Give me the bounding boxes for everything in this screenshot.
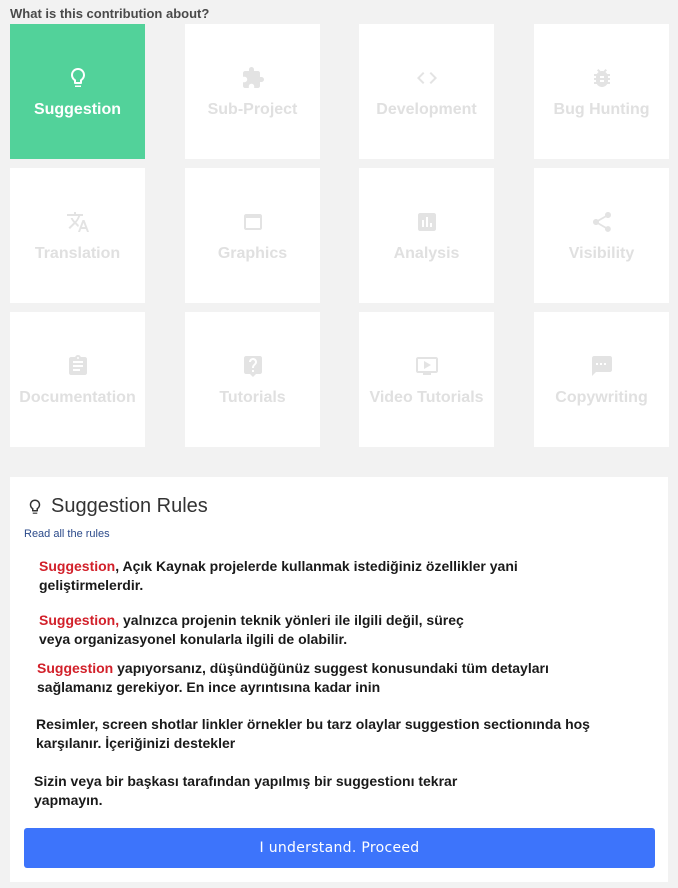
category-tile-video-tutorials[interactable] — [359, 312, 494, 447]
video-play-icon — [414, 353, 440, 379]
proceed-button[interactable]: I understand. Proceed — [24, 828, 655, 868]
rule-item: Resimler, screen shotlar linkler örnekler bu tarz olaylar suggestion sectionında hoş karşılanır. İçeriğinizi destekler — [36, 716, 590, 751]
category-tile-suggestion[interactable] — [10, 24, 145, 159]
chat-icon — [589, 353, 615, 379]
category-label: Analysis — [393, 244, 460, 262]
category-label: Translation — [34, 244, 121, 262]
category-label: Suggestion — [33, 100, 122, 118]
category-label: Video Tutorials — [369, 388, 484, 406]
category-label: Documentation — [19, 388, 136, 406]
bar-chart-icon — [414, 209, 440, 235]
category-label: Copywriting — [555, 388, 648, 406]
help-bubble-icon — [240, 353, 266, 379]
bug-icon — [589, 65, 615, 91]
code-icon — [414, 65, 440, 91]
category-label: Bug Hunting — [553, 100, 650, 118]
category-label: Sub-Project — [207, 100, 298, 118]
category-tile-analysis[interactable] — [359, 168, 494, 303]
category-label: Graphics — [217, 244, 288, 262]
category-tile-bug-hunting[interactable] — [534, 24, 669, 159]
category-label: Development — [376, 100, 477, 118]
rules-title — [26, 495, 208, 518]
puzzle-icon — [240, 65, 266, 91]
read-all-rules-link[interactable]: Read all the rules — [24, 528, 110, 540]
category-tile-sub-project[interactable] — [185, 24, 320, 159]
window-icon — [240, 209, 266, 235]
lightbulb-outline-icon — [26, 497, 44, 517]
translate-icon — [65, 209, 91, 235]
rule-item: Suggestion yapıyorsanız, düşündüğünüz suggest konusundaki tüm detayları sağlamanız gerekiyor. En ince ayrıntısına kadar inin — [37, 660, 549, 695]
rule-item: Suggestion, Açık Kaynak projelerde kullanmak istediğiniz özellikler yani geliştirmelerdir. — [39, 558, 518, 593]
clipboard-icon — [65, 353, 91, 379]
rule-item: Sizin veya bir başkası tarafından yapılmış bir suggestionı tekrar yapmayın. — [34, 773, 458, 808]
category-label: Visibility — [568, 244, 635, 262]
share-icon — [589, 209, 615, 235]
rule-item: Suggestion, yalnızca projenin teknik yönleri ile ilgili değil, süreç veya organizasyonel konularla ilgili de olabilir. — [39, 612, 464, 647]
category-tile-tutorials[interactable] — [185, 312, 320, 447]
category-tile-copywriting[interactable] — [534, 312, 669, 447]
rules-title-text: Suggestion Rules — [51, 495, 208, 517]
category-label: Tutorials — [219, 388, 286, 406]
lightbulb-icon — [65, 65, 91, 91]
category-tile-translation[interactable] — [10, 168, 145, 303]
question-heading: What is this contribution about? — [10, 6, 210, 21]
category-tile-visibility[interactable] — [534, 168, 669, 303]
rules-panel — [10, 477, 668, 882]
category-tile-documentation[interactable] — [10, 312, 145, 447]
category-tile-development[interactable] — [359, 24, 494, 159]
category-tile-graphics[interactable] — [185, 168, 320, 303]
